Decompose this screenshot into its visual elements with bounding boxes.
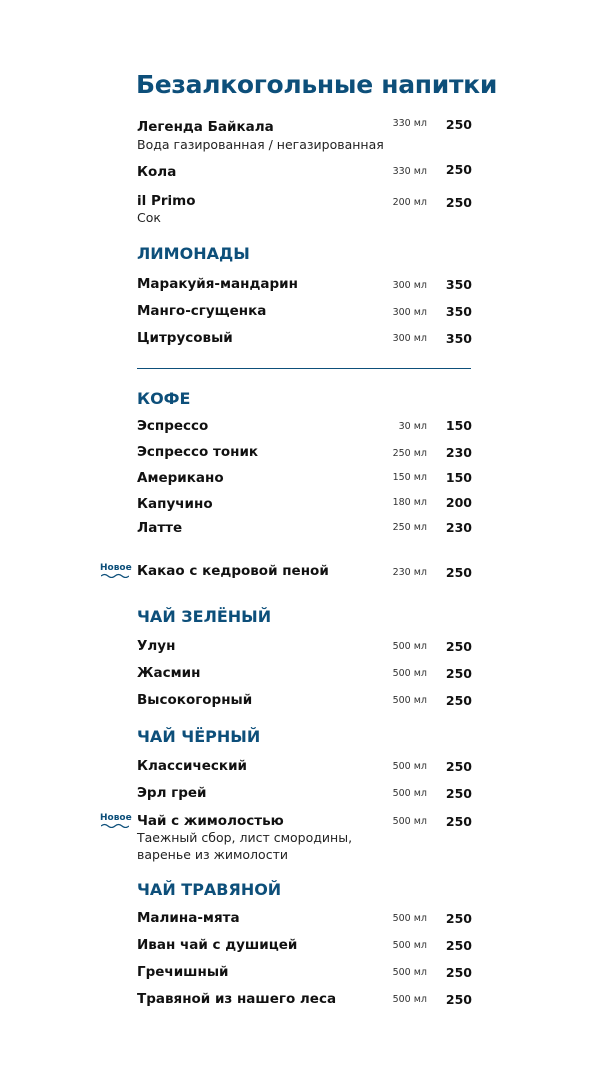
item-volume: 30 мл <box>398 421 427 432</box>
item-price: 250 <box>445 639 472 654</box>
item-price: 230 <box>445 445 472 460</box>
section-title-black-tea: ЧАЙ ЧЁРНЫЙ <box>137 727 261 746</box>
item-volume: 500 мл <box>392 761 427 772</box>
item-volume: 250 мл <box>392 448 427 459</box>
item-price: 150 <box>445 418 472 433</box>
item-volume: 330 мл <box>392 166 427 177</box>
new-badge-label: Новое <box>100 813 132 823</box>
item-price: 250 <box>445 786 472 801</box>
item-name: Травяной из нашего леса <box>137 991 337 1007</box>
item-volume: 300 мл <box>392 307 427 318</box>
item-volume: 300 мл <box>392 333 427 344</box>
item-name: Латте <box>137 520 183 536</box>
item-volume: 500 мл <box>392 967 427 978</box>
item-name: Иван чай с душицей <box>137 937 298 953</box>
item-price: 250 <box>445 938 472 953</box>
item-name: Маракуйя-мандарин <box>137 276 298 292</box>
item-price: 250 <box>445 911 472 926</box>
item-volume: 500 мл <box>392 695 427 706</box>
wave-icon <box>101 573 129 578</box>
item-name: Классический <box>137 758 248 774</box>
item-name: Улун <box>137 638 176 654</box>
item-volume: 500 мл <box>392 994 427 1005</box>
item-volume: 500 мл <box>392 913 427 924</box>
section-title-herbal-tea: ЧАЙ ТРАВЯНОЙ <box>137 880 282 899</box>
item-volume: 180 мл <box>392 497 427 508</box>
page-title: Безалкогольные напитки <box>136 70 498 99</box>
item-price: 250 <box>445 666 472 681</box>
section-title-green-tea: ЧАЙ ЗЕЛЁНЫЙ <box>137 607 272 626</box>
item-price: 250 <box>445 162 472 177</box>
item-description: Сок <box>137 210 161 225</box>
item-volume: 150 мл <box>392 472 427 483</box>
item-price: 150 <box>445 470 472 485</box>
item-price: 250 <box>445 814 472 829</box>
item-volume: 500 мл <box>392 788 427 799</box>
item-price: 200 <box>445 495 472 510</box>
item-price: 250 <box>445 117 472 132</box>
item-name: Малина-мята <box>137 910 240 926</box>
item-name: Эспрессо тоник <box>137 444 259 460</box>
item-description: варенье из жимолости <box>137 847 288 862</box>
item-volume: 300 мл <box>392 280 427 291</box>
item-volume: 500 мл <box>392 940 427 951</box>
item-volume: 500 мл <box>392 668 427 679</box>
item-price: 350 <box>445 331 472 346</box>
wave-icon <box>101 823 129 828</box>
item-name: Кола <box>137 164 177 180</box>
item-price: 250 <box>445 992 472 1007</box>
item-name: Американо <box>137 470 224 486</box>
item-description: Вода газированная / негазированная <box>137 137 384 152</box>
item-name: Чай с жимолостью <box>137 813 284 829</box>
item-price: 250 <box>445 565 472 580</box>
item-name: Манго-сгущенка <box>137 303 267 319</box>
item-name: il Primo <box>137 193 196 209</box>
item-price: 250 <box>445 759 472 774</box>
item-volume: 500 мл <box>392 641 427 652</box>
new-badge <box>100 813 130 828</box>
item-name: Какао с кедровой пеной <box>137 563 329 579</box>
item-description: Таежный сбор, лист смородины, <box>137 830 353 845</box>
item-name: Цитрусовый <box>137 330 233 346</box>
item-name: Эрл грей <box>137 785 207 801</box>
item-name: Капучино <box>137 496 213 512</box>
section-title-lemonades: ЛИМОНАДЫ <box>137 244 250 263</box>
new-badge <box>100 563 130 578</box>
item-name: Легенда Байкала <box>137 119 274 135</box>
item-volume: 500 мл <box>392 816 427 827</box>
item-volume: 230 мл <box>392 567 427 578</box>
item-price: 250 <box>445 693 472 708</box>
item-price: 230 <box>445 520 472 535</box>
item-price: 250 <box>445 195 472 210</box>
item-name: Высокогорный <box>137 692 253 708</box>
item-volume: 200 мл <box>392 197 427 208</box>
new-badge-label: Новое <box>100 563 132 573</box>
section-title-coffee: КОФЕ <box>137 389 191 408</box>
item-name: Гречишный <box>137 964 229 980</box>
item-volume: 250 мл <box>392 522 427 533</box>
item-price: 350 <box>445 304 472 319</box>
item-price: 250 <box>445 965 472 980</box>
item-volume: 330 мл <box>392 118 427 129</box>
item-name: Жасмин <box>137 665 201 681</box>
item-price: 350 <box>445 277 472 292</box>
section-divider <box>137 368 471 369</box>
item-name: Эспрессо <box>137 418 209 434</box>
